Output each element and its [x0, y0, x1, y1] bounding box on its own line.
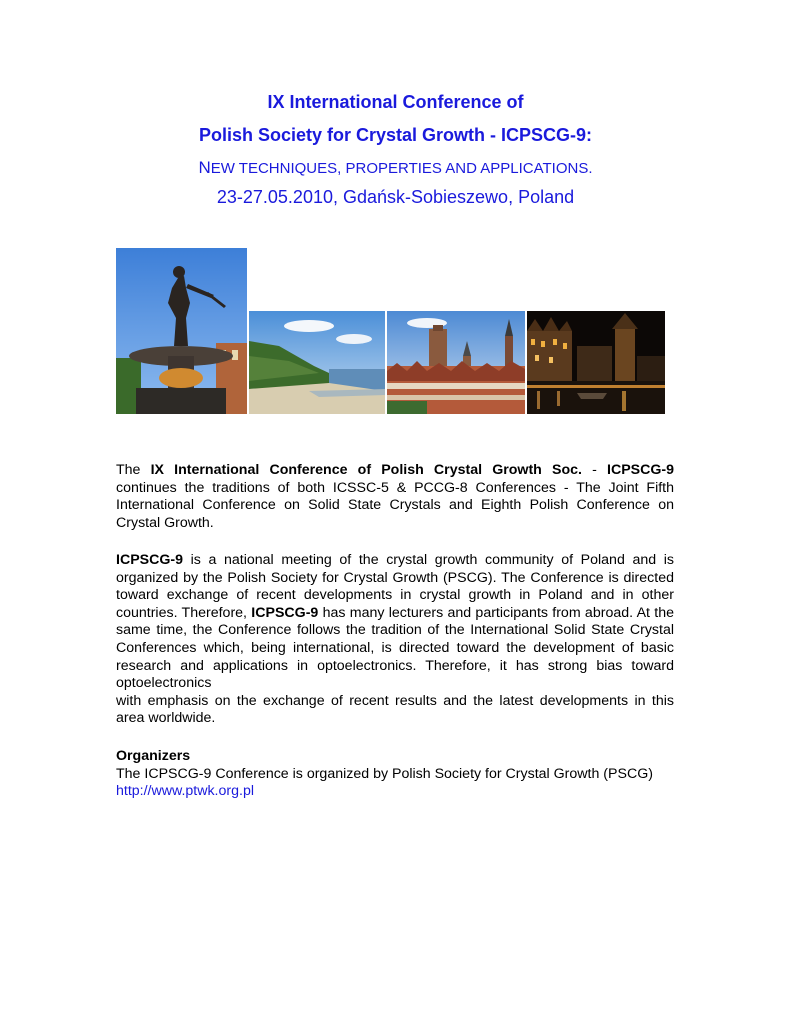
conference-name: IX International Conference of Polish Crystal Growth Soc. — [150, 462, 582, 478]
description-end: with emphasis on the exchange of recent results and the latest developments in this area worldwide. — [116, 692, 674, 727]
organizer-website-link[interactable]: http://www.ptwk.org.pl — [116, 783, 254, 800]
night-riverside-photo — [527, 311, 665, 414]
conference-title-line-1: IX International Conference of — [267, 92, 524, 112]
description-main: ICPSCG-9 is a national meeting of the crystal growth community of Poland and is organized by the Polish Society for Crystal Growth (PSCG). The Conference is directed toward exchange of recent developments in crystal growth in Poland and in other countries. Therefore, ICPSCG-9 has many lecturers and participants from abroad. At the same time, the Conference follows the tradition of the International Solid State Crystal Conferences which, being international, is directed toward the development of basic research and applications in optoelectronics. Therefore, it has strong bias toward optoelectronics — [116, 552, 674, 692]
old-town-photo — [387, 311, 525, 414]
organizers-heading: Organizers — [116, 748, 191, 764]
neptune-fountain-photo — [116, 248, 247, 414]
conference-title-line-2: Polish Society for Crystal Growth - ICPSCG-9: — [198, 125, 593, 145]
conference-date-location: 23-27.05.2010, Gdańsk-Sobieszewo, Poland — [216, 187, 575, 207]
organizers-section — [116, 748, 674, 801]
beach-photo — [249, 311, 385, 414]
intro-paragraph: The IX International Conference of Polish Crystal Growth Soc. - ICPSCG-9 continues the traditions of both ICSSC-5 & PCCG-8 Conferences - The Joint Fifth International Conference on Solid State Crystals and Eighth Polish Conference on Crystal Growth. — [116, 462, 675, 531]
description-paragraph — [116, 552, 674, 728]
conference-subtitle: NEW TECHNIQUES, PROPERTIES AND APPLICATIONS. — [198, 158, 593, 177]
organizers-text: The ICPSCG-9 Conference is organized by Polish Society for Crystal Growth (PSCG) — [116, 765, 653, 782]
conference-acronym: ICPSCG-9 — [607, 462, 675, 478]
